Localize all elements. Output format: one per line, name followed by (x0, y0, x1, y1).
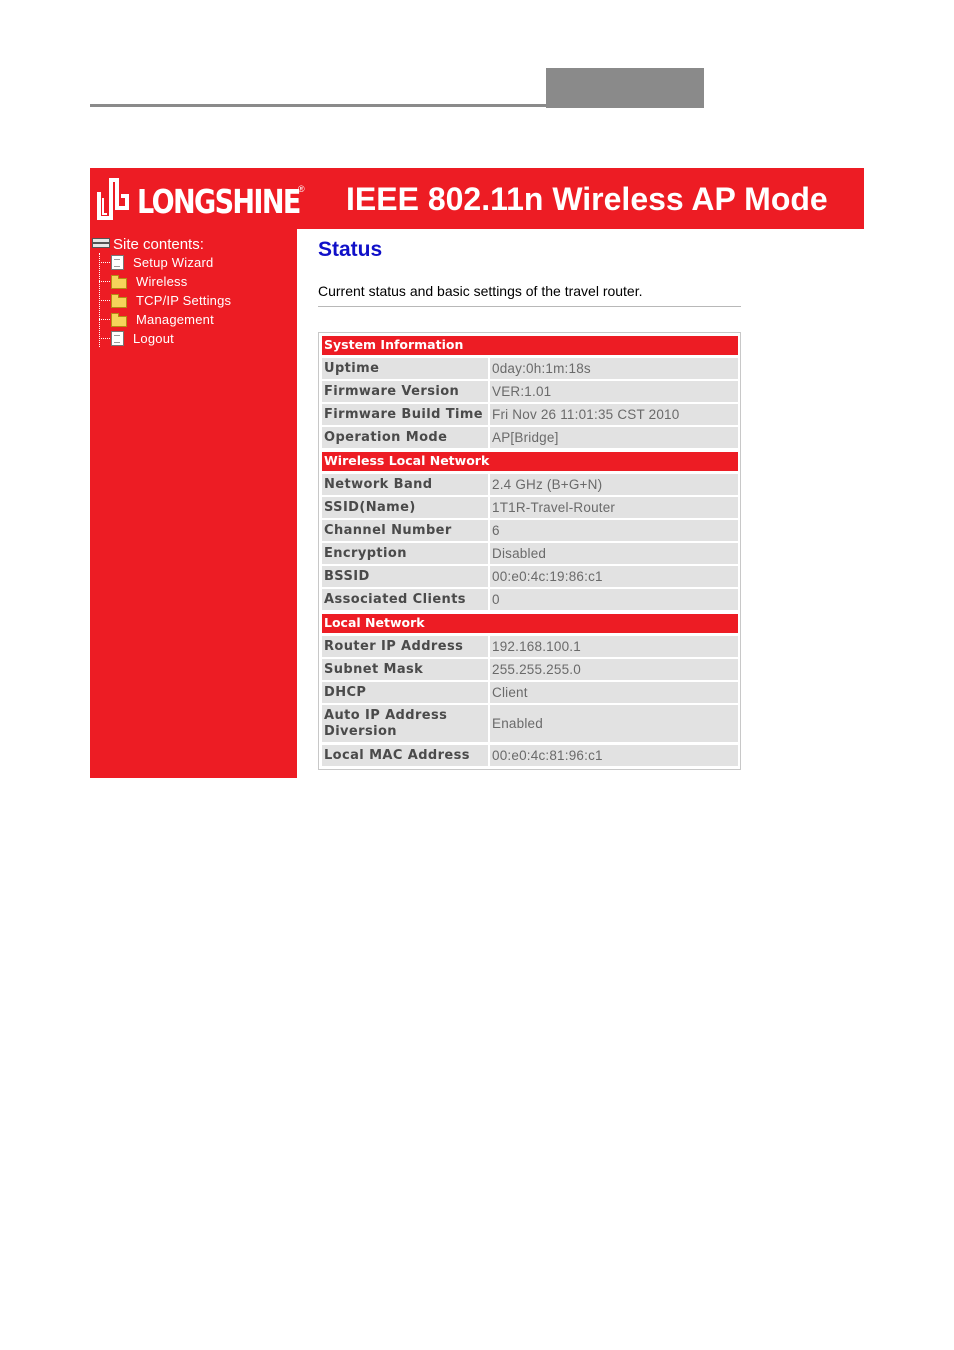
row-value: 2.4 GHz (B+G+N) (490, 474, 738, 495)
sidebar (90, 229, 297, 778)
section-header-wireless: Wireless Local Network (322, 452, 738, 471)
document-header-rule (90, 104, 546, 107)
status-table (318, 332, 741, 770)
sidebar-item-label: TCP/IP Settings (136, 293, 232, 308)
row-label: BSSID (322, 566, 488, 587)
row-label: Operation Mode (322, 427, 488, 448)
folder-icon (111, 297, 127, 308)
row-label: Firmware Build Time (322, 404, 488, 425)
row-value: Enabled (490, 705, 738, 742)
row-value: 1T1R-Travel-Router (490, 497, 738, 518)
sidebar-item-label: Logout (133, 331, 174, 346)
sidebar-item-setup-wizard[interactable] (99, 253, 213, 272)
logo-text: LONGSHINE (137, 182, 300, 221)
row-label: Router IP Address (322, 636, 488, 657)
table-row (322, 682, 738, 703)
row-label: Auto IP Address Diversion (322, 705, 488, 742)
sidebar-item-tcpip-settings[interactable] (99, 291, 231, 310)
row-label: Uptime (322, 358, 488, 379)
main-content (297, 229, 864, 778)
row-value: 6 (490, 520, 738, 541)
table-row (322, 566, 738, 587)
longshine-mark-icon (93, 174, 135, 224)
site-contents-label: Site contents: (113, 235, 204, 253)
folder-icon (111, 278, 127, 289)
row-label: SSID(Name) (322, 497, 488, 518)
row-value: 0 (490, 589, 738, 610)
header-banner (90, 168, 864, 229)
section-header-system: System Information (322, 336, 738, 355)
longshine-logo (93, 172, 303, 226)
row-value: 0day:0h:1m:18s (490, 358, 738, 379)
divider (318, 306, 741, 307)
table-row (322, 589, 738, 610)
row-label: Local MAC Address (322, 745, 488, 766)
tree-branch (99, 262, 110, 263)
document-icon (111, 255, 124, 270)
section-header-local: Local Network (322, 614, 738, 633)
table-row (322, 427, 738, 448)
tree-branch (99, 281, 110, 282)
table-row (322, 659, 738, 680)
table-row (322, 474, 738, 495)
table-row (322, 358, 738, 379)
row-label: Associated Clients (322, 589, 488, 610)
table-row (322, 497, 738, 518)
row-label: DHCP (322, 682, 488, 703)
folder-icon (111, 316, 127, 327)
row-value: 00:e0:4c:81:96:c1 (490, 745, 738, 766)
sidebar-item-management[interactable] (99, 310, 214, 329)
row-value: Disabled (490, 543, 738, 564)
row-label: Firmware Version (322, 381, 488, 402)
tree-branch (99, 300, 110, 301)
row-label: Encryption (322, 543, 488, 564)
table-row (322, 705, 738, 742)
registered-mark: ® (298, 184, 305, 194)
page-title: Status (318, 238, 383, 261)
row-value: Fri Nov 26 11:01:35 CST 2010 (490, 404, 738, 425)
tree-branch (99, 319, 110, 320)
row-value: 192.168.100.1 (490, 636, 738, 657)
row-label: Network Band (322, 474, 488, 495)
site-contents-root[interactable] (92, 235, 204, 253)
sidebar-item-wireless[interactable] (99, 272, 187, 291)
table-row (322, 745, 738, 766)
tree-branch (99, 338, 110, 339)
page-description: Current status and basic settings of the travel router. (318, 283, 643, 299)
table-row (322, 636, 738, 657)
banner-title: IEEE 802.11n Wireless AP Mode (346, 181, 828, 217)
row-value: Client (490, 682, 738, 703)
document-icon (111, 331, 124, 346)
document-header-tab (546, 68, 704, 108)
table-row (322, 381, 738, 402)
row-label: Channel Number (322, 520, 488, 541)
row-value: AP[Bridge] (490, 427, 738, 448)
computer-icon (92, 238, 108, 250)
router-admin-screenshot (90, 168, 864, 778)
table-row (322, 543, 738, 564)
row-value: 00:e0:4c:19:86:c1 (490, 566, 738, 587)
row-label: Subnet Mask (322, 659, 488, 680)
sidebar-item-label: Setup Wizard (133, 255, 214, 270)
table-row (322, 404, 738, 425)
sidebar-item-label: Wireless (136, 274, 188, 289)
row-value: VER:1.01 (490, 381, 738, 402)
sidebar-item-label: Management (136, 312, 214, 327)
row-value: 255.255.255.0 (490, 659, 738, 680)
table-row (322, 520, 738, 541)
sidebar-item-logout[interactable] (99, 329, 174, 348)
